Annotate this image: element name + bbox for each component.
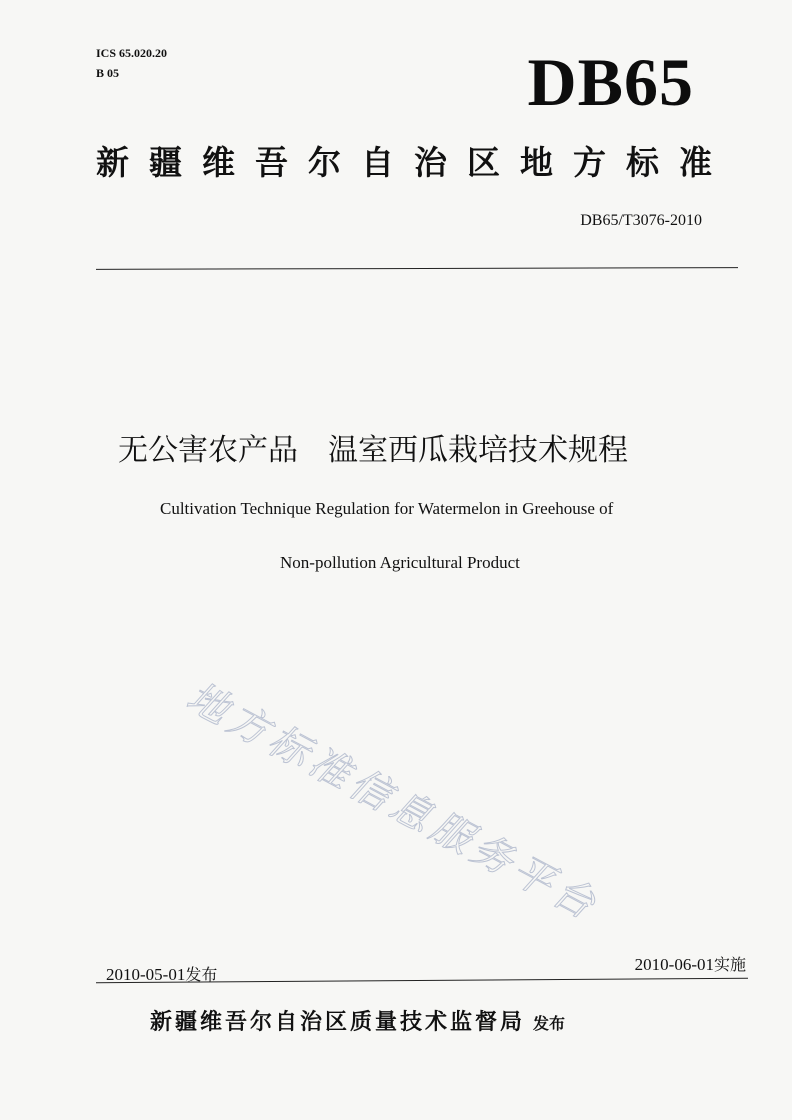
issuer-name: 新疆维吾尔自治区质量技术监督局: [150, 1010, 526, 1035]
classification-code: B 05: [96, 66, 120, 80]
title-english-line1: Cultivation Technique Regulation for Watermelon in Greehouse of: [160, 499, 614, 518]
implementation-date: [635, 952, 746, 975]
title-chinese-part1: 无公害农产品: [118, 433, 298, 468]
db65-logo: DB65: [527, 44, 694, 120]
title-chinese-part2: 温室西瓜栽培技术规程: [328, 433, 628, 468]
issuer-tag: 发布: [533, 1014, 566, 1033]
title-english-line2: Non-pollution Agricultural Product: [280, 553, 520, 572]
top-divider: [96, 267, 738, 270]
standard-number: DB65/T3076-2010: [580, 212, 702, 229]
standard-type-heading: 新疆维吾尔自治区地方标准: [96, 143, 732, 182]
issue-date-value: 2010-05-01: [106, 965, 186, 984]
ics-code: ICS 65.020.20: [96, 46, 168, 60]
issue-date-label: 发布: [185, 965, 218, 984]
issuer-line: [150, 1005, 565, 1036]
title-chinese: [118, 433, 628, 468]
implementation-date-value: 2010-06-01: [634, 955, 714, 974]
implementation-date-label: 实施: [713, 955, 746, 974]
watermark-text: 地方标准信息服务平台: [179, 673, 607, 931]
